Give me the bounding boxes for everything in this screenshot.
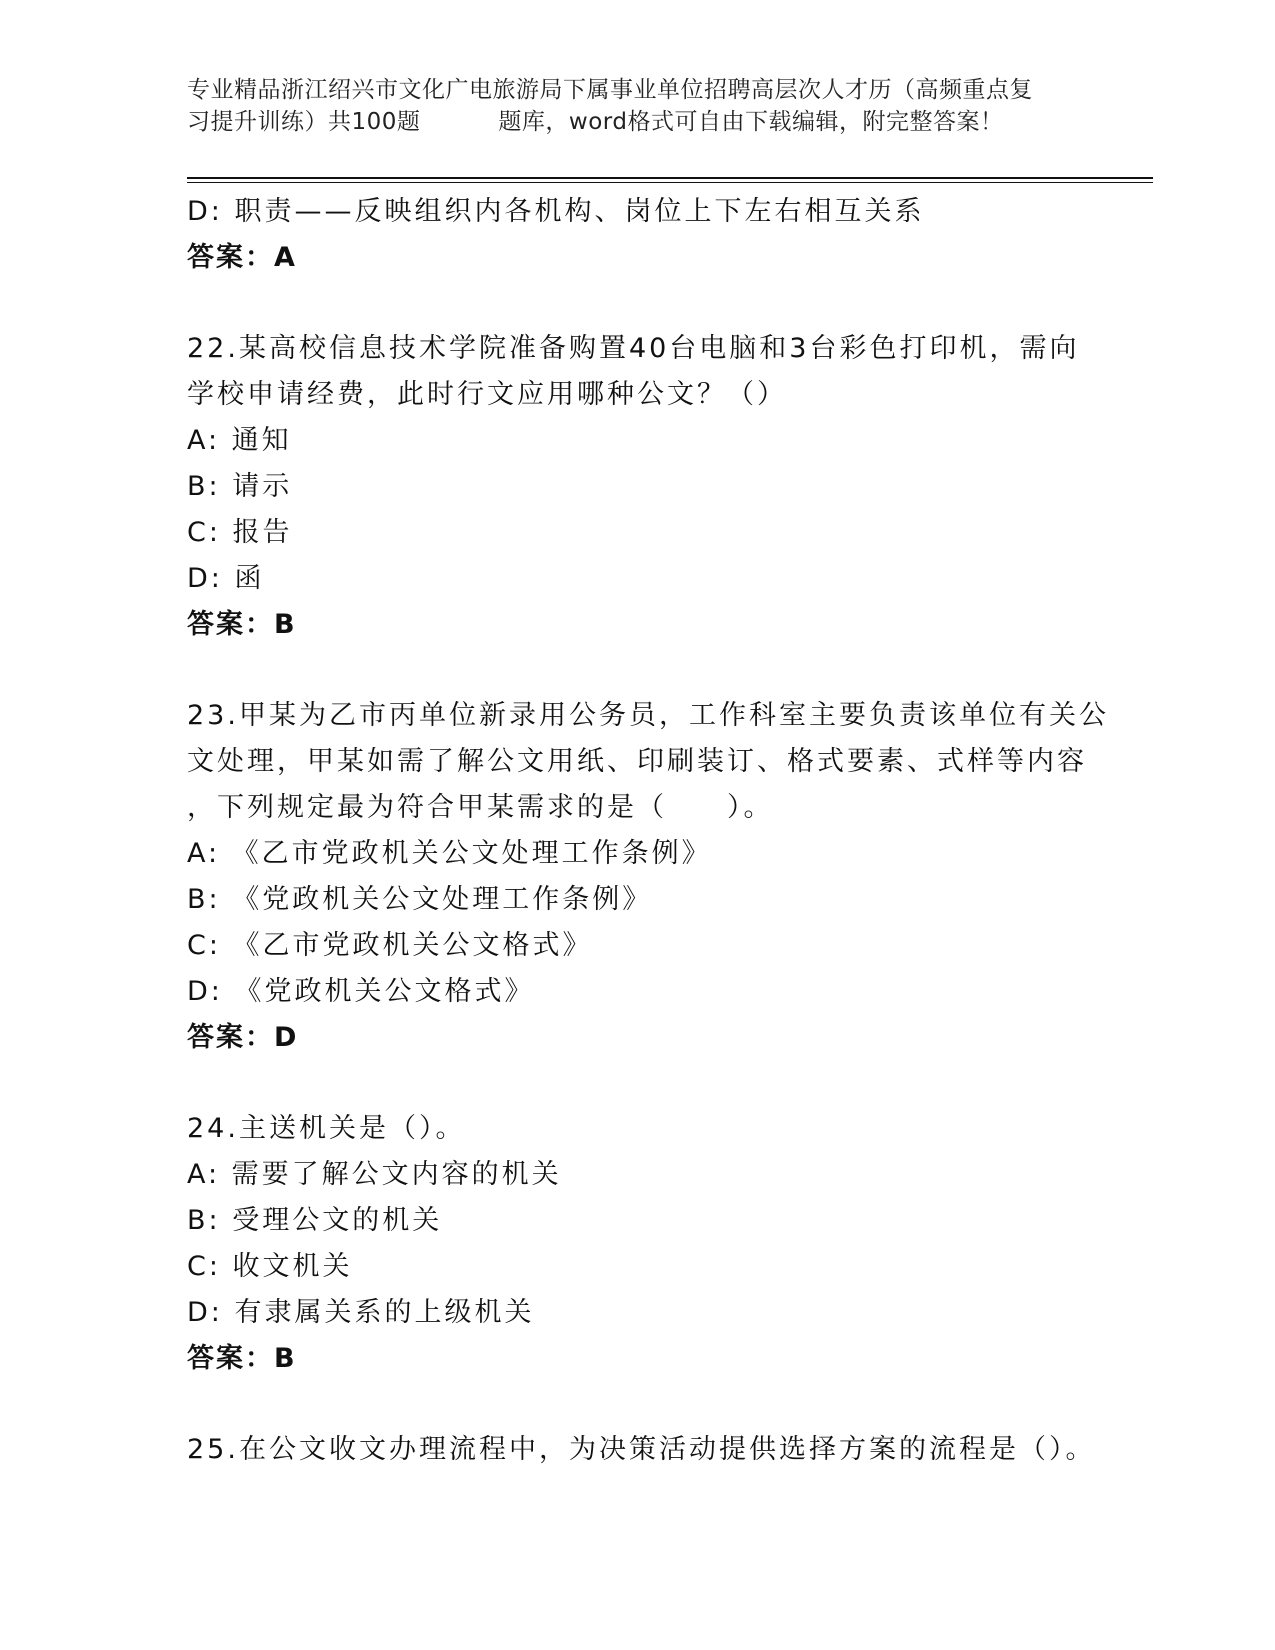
answer: 答案：D: [187, 1022, 299, 1053]
option-b: B: 《党政机关公文处理工作条例》: [187, 884, 653, 915]
answer: 答案：B: [187, 1343, 297, 1374]
question-25: [187, 1427, 1107, 1473]
answer: 答案：B: [187, 609, 297, 640]
option-a: A: 需要了解公文内容的机关: [187, 1159, 562, 1190]
option-b: B: 请示: [187, 471, 293, 502]
header-line-2-right: 题库，word格式可自由下载编辑，附完整答案！: [498, 109, 1004, 135]
header-line-2: [187, 106, 1087, 138]
question-24: [187, 1106, 1107, 1382]
header-line-1: 专业精品浙江绍兴市文化广电旅游局下属事业单位招聘高层次人才历（高频重点复: [187, 77, 1033, 103]
option-d: D: 职责——反映组织内各机构、岗位上下左右相互关系: [187, 196, 925, 227]
option-d: D: 函: [187, 563, 265, 594]
question-text-line: 学校申请经费，此时行文应用哪种公文？（）: [187, 379, 787, 410]
option-a: A: 通知: [187, 425, 292, 456]
option-d: D: 有隶属关系的上级机关: [187, 1297, 535, 1328]
question-text-line: 24.主送机关是（）。: [187, 1113, 466, 1144]
question-list: [187, 189, 1107, 1473]
question-22: [187, 326, 1107, 648]
option-c: C: 《乙市党政机关公文格式》: [187, 930, 593, 961]
option-c: C: 报告: [187, 517, 293, 548]
option-c: C: 收文机关: [187, 1251, 353, 1282]
question-text-line: 25.在公文收文办理流程中，为决策活动提供选择方案的流程是（）。: [187, 1434, 1096, 1465]
question-23: [187, 693, 1107, 1061]
header-divider-thick: [187, 177, 1153, 179]
option-d: D: 《党政机关公文格式》: [187, 976, 535, 1007]
question-text-line: ，下列规定最为符合甲某需求的是（ ）。: [187, 792, 774, 823]
header-line-2-left: 习提升训练）共100题: [187, 109, 421, 135]
question-21-tail: [187, 189, 1107, 281]
question-text-line: 文处理，甲某如需了解公文用纸、印刷装订、格式要素、式样等内容: [187, 746, 1087, 777]
header-divider-thin: [187, 182, 1153, 183]
question-text-line: 23.甲某为乙市丙单位新录用公务员，工作科室主要负责该单位有关公: [187, 700, 1109, 731]
answer: 答案：A: [187, 242, 297, 273]
option-a: A: 《乙市党政机关公文处理工作条例》: [187, 838, 712, 869]
page-header: [187, 74, 1087, 138]
question-text-line: 22.某高校信息技术学院准备购置40台电脑和3台彩色打印机，需向: [187, 333, 1080, 364]
option-b: B: 受理公文的机关: [187, 1205, 443, 1236]
